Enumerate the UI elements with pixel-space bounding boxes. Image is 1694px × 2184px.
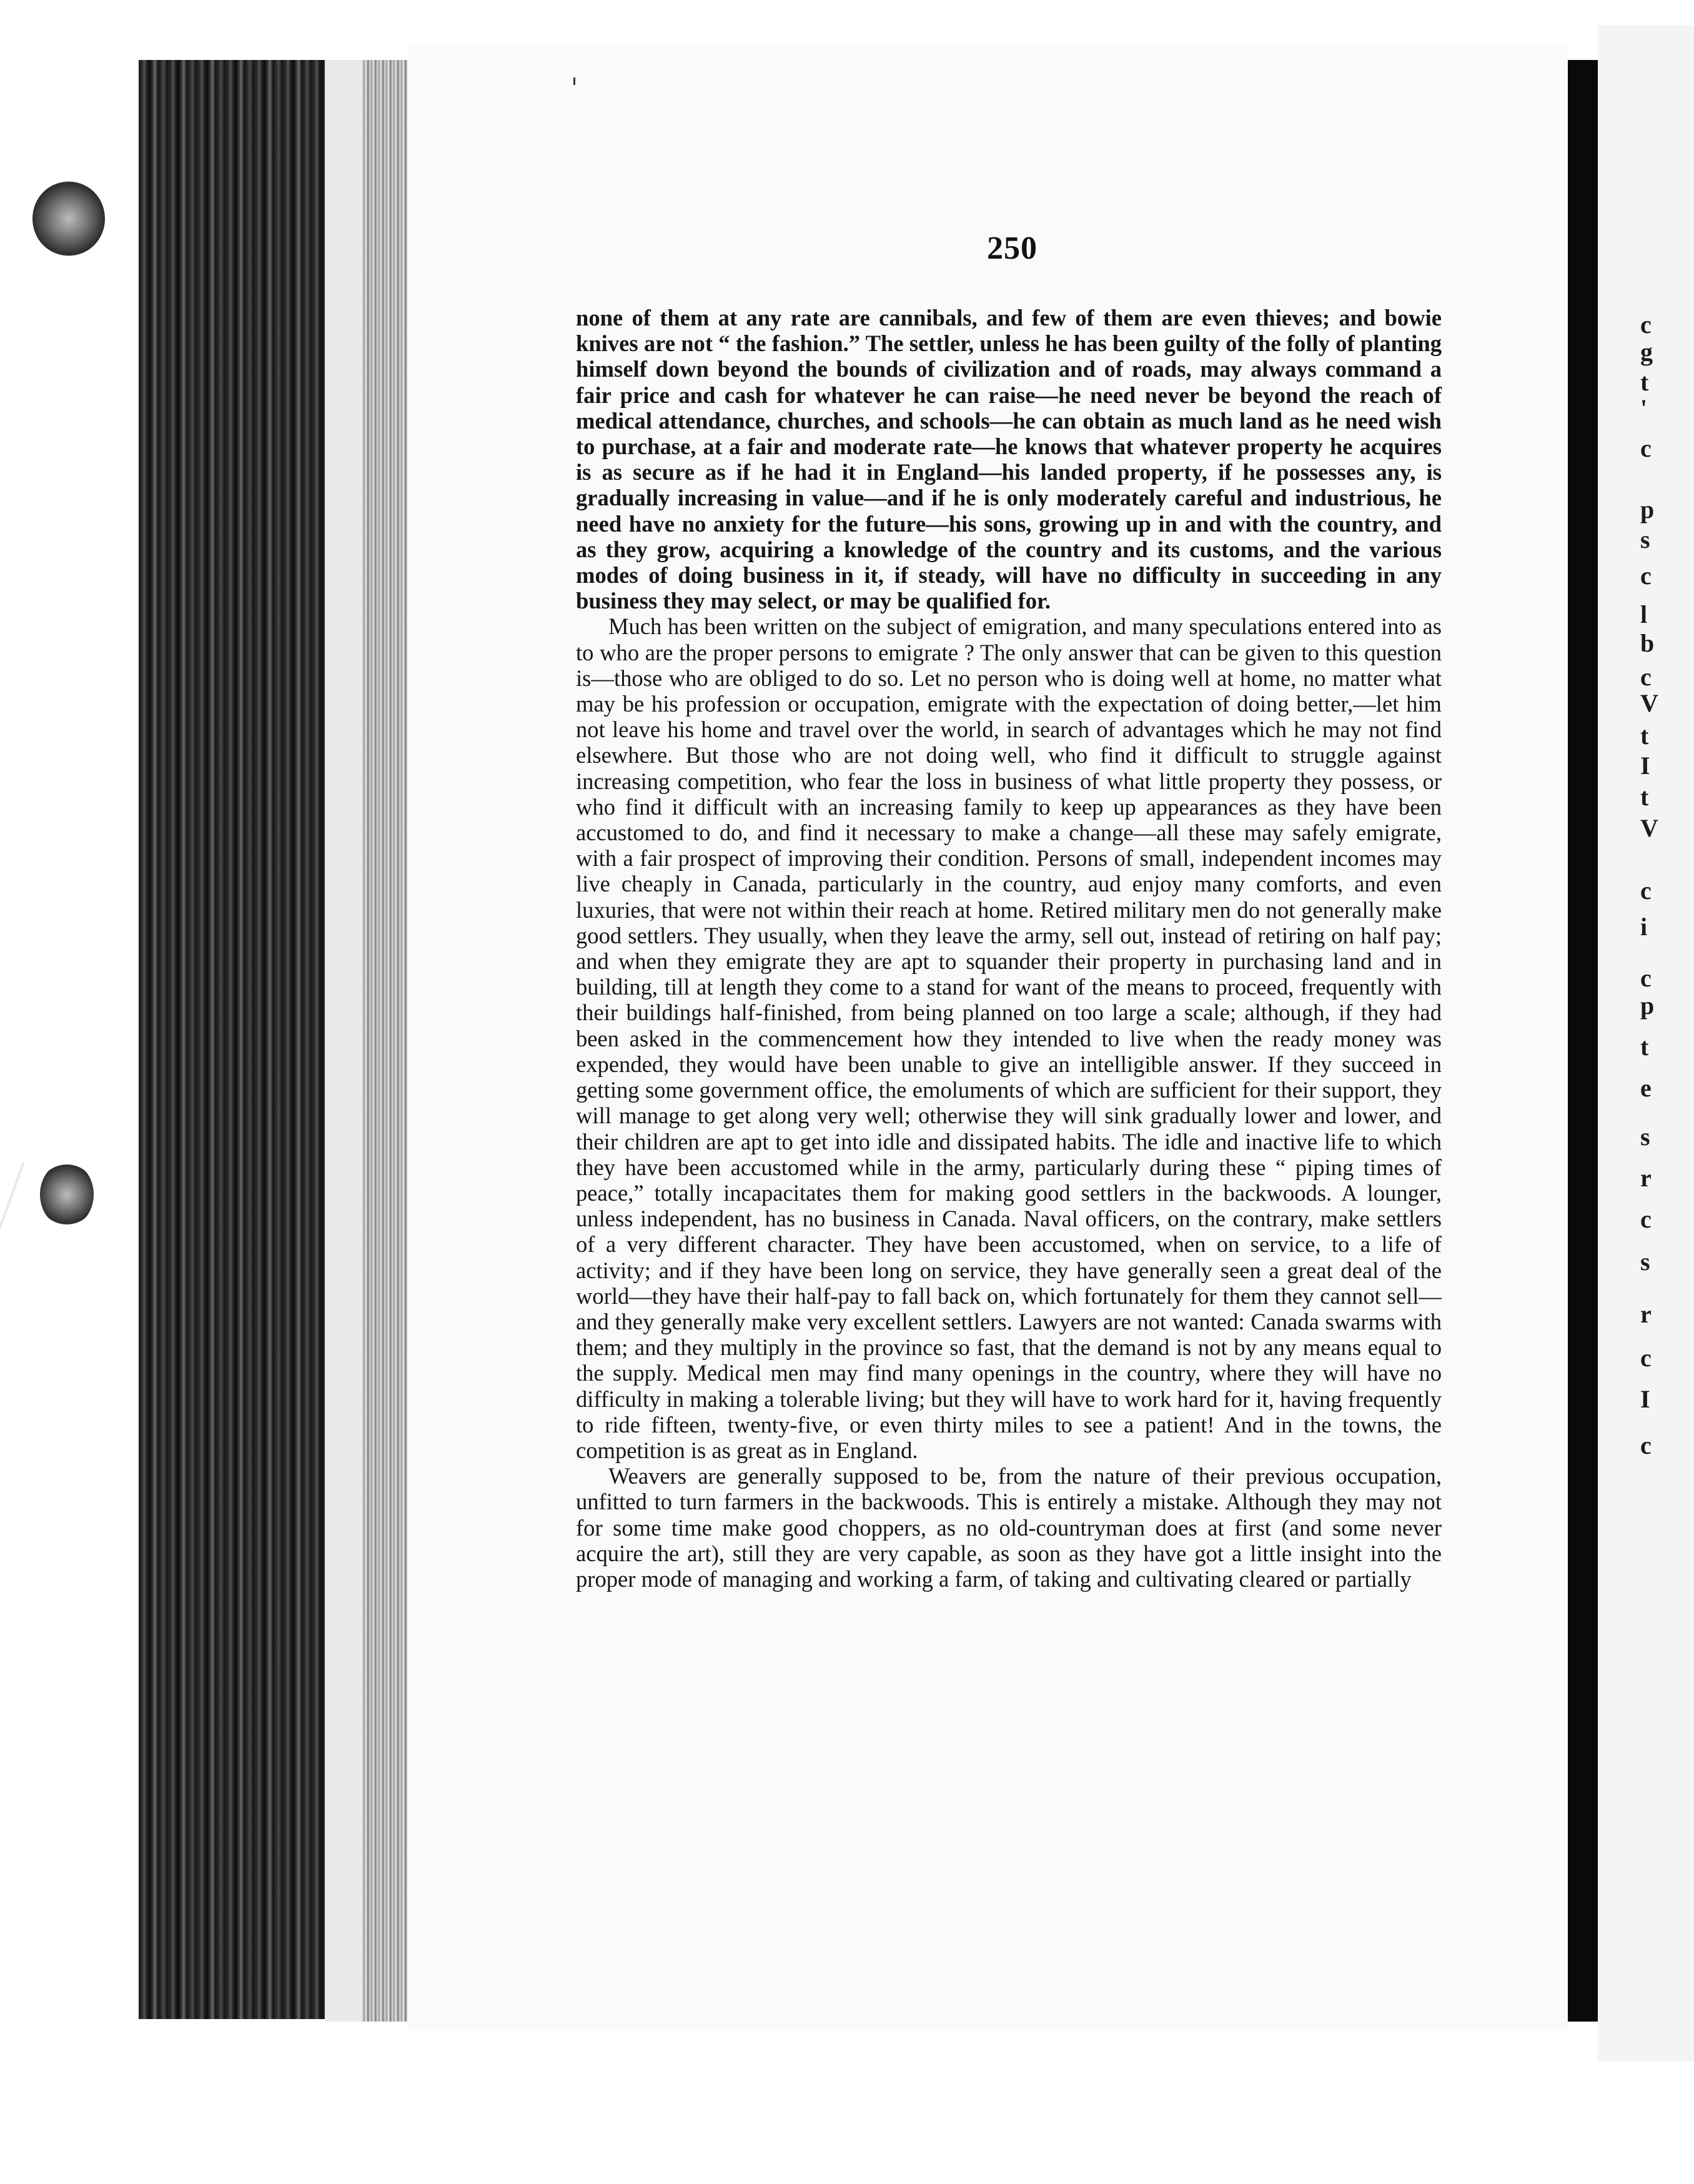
facing-page-fragment: i [1640,913,1648,941]
facing-page-fragment: c [1640,964,1652,992]
page-edge-stack [362,60,407,2022]
page-edge-light [325,60,362,2022]
facing-page-fragment: p [1640,495,1655,524]
facing-page-fragment: t [1640,1033,1649,1061]
paragraph: Much has been written on the subject of emigration, and many speculations entered into as to who are the proper persons to emigrate ? The only answer that can be given to this question is—those who are obliged to do so. Let no person who is doing well at home, no matter what may be his profession or occupation, emigrate with the expectation of doing better,—let him not leave his home and travel over the world, in search of advantages which he may not find elsewhere. But those who are not doing well, who find it difficult to struggle against increasing competition, who fear the loss in business of what little property they possess, or who find it difficult with an increasing family to keep up appearances as they have been accustomed to do, and find it necessary to make a change—all these may safely emigrate, with a fair prospect of improving their condition. Persons of small, independent incomes may live cheaply in Canada, particularly in the country, aud enjoy many comforts, and even luxuries, that were not within their reach at home. Retired military men do not generally make good settlers. They usually, when they leave the army, sell out, instead of retiring on half pay; and when they emigrate they are apt to squander their property in purchasing land and in building, till at length they come to a stand for want of the means to proceed, frequently with their buildings half-finished, from being planned on too large a scale; although, if they had been asked in the commencement how they intended to live when the ready money was expended, they would have been unable to give an intelligible answer. If they succeed in getting some government office, the emoluments of which are sufficient for their support, they will manage to get along very well; otherwise they will sink gradually lower and lower, and their children are apt to get into idle and dissipated habits. The idle and inactive life to which they have been accustomed while in the army, particularly during these “ piping times of peace,” totally incapacitates them for making good settlers in the backwoods. A lounger, unless independent, has no business in Canada. Naval officers, on the contrary, make settlers of a very different character. They have been accustomed, when on service, to a life of activity; and if they have been long on service, they have generally seen a great deal of the world—they have their half-pay to fall back on, which fortunately for them they cannot sell—and they generally make very excellent settlers. Lawyers are not wanted: Canada swarms with them; and they multiply in the province so fast, that the demand is not by any means equal to the supply. Medical men may find many openings in the country, where they will have no difficulty in making a tolerable living; but they will have to work hard for it, having frequently to ride fifteen, twenty-five, or even thirty miles to see a patient! And in the towns, the competition is as great as in England. [576,613,1442,1463]
facing-page-fragment: b [1640,629,1655,657]
facing-page-fragment: I [1640,752,1650,780]
scan-blotch [40,1162,94,1227]
facing-page-fragment: s [1640,1248,1650,1276]
facing-page-fragment: e [1640,1074,1652,1102]
paragraph: Weavers are generally supposed to be, from the nature of their previous occupation, unfitted to turn farmers in the backwoods. This is entirely a mistake. Although they may not for some time make good choppers, as no old-countryman does at first (and some never acquire the art), still they are very capable, as soon as they have got a little insight into the proper mode of managing and working a farm, of taking and cultivating cleared or partially [576,1463,1442,1592]
facing-page-fragment: V [1640,689,1658,717]
facing-page-fragment: c [1640,434,1652,462]
facing-page-gutter [1568,60,1598,2022]
facing-page-fragment: c [1640,1205,1652,1233]
facing-page-fragment: I [1640,1385,1650,1413]
facing-page-fragment: c [1640,663,1652,691]
facing-page-fragment: V [1640,814,1658,842]
facing-page-fragment: p [1640,991,1655,1020]
facing-page-fragment: r [1640,1164,1652,1192]
scan-thread [0,1162,25,1339]
facing-page-fragment: l [1640,600,1648,628]
facing-page-fragment: g [1640,338,1653,366]
page-number: 250 [987,231,1038,266]
facing-page-fragment: t [1640,368,1649,396]
scan-mark [573,77,575,85]
facing-page-fragment: c [1640,1344,1652,1372]
facing-page-fragment: t [1640,722,1649,750]
page-text [576,305,1442,1592]
facing-page-fragment: s [1640,1123,1650,1151]
facing-page-fragment: c [1640,310,1652,339]
facing-page-fragment: s [1640,525,1650,553]
facing-page-fragment: c [1640,1431,1652,1459]
facing-page-fragment: c [1640,876,1652,905]
facing-page-fragment: ' [1640,394,1648,422]
paragraph: none of them at any rate are cannibals, and few of them are even thieves; and bowie knives are not “ the fashion.” The settler, unless he has been guilty of the folly of planting himself down beyond the bounds of civilization and of roads, may always command a fair price and cash for whatever he can raise—he need never be beyond the reach of medical attendance, churches, and schools—he can obtain as much land as he need wish to purchase, at a fair and moderate rate—he knows that whatever property he acquires is as secure as if he had it in England—his landed property, if he possesses any, is gradually increasing in value—and if he is only moderately careful and industrious, he need have no anxiety for the future—his sons, growing up in and with the country, and as they grow, acquiring a knowledge of the country and its customs, and the various modes of doing business in it, if steady, will have no difficulty in succeeding in any business they may select, or may be qualified for. [576,305,1442,614]
facing-page-fragment: r [1640,1300,1652,1328]
facing-page [1598,25,1694,2062]
scan-blotch [32,181,105,256]
facing-page-fragment: t [1640,783,1649,811]
facing-page-fragment: c [1640,562,1652,590]
